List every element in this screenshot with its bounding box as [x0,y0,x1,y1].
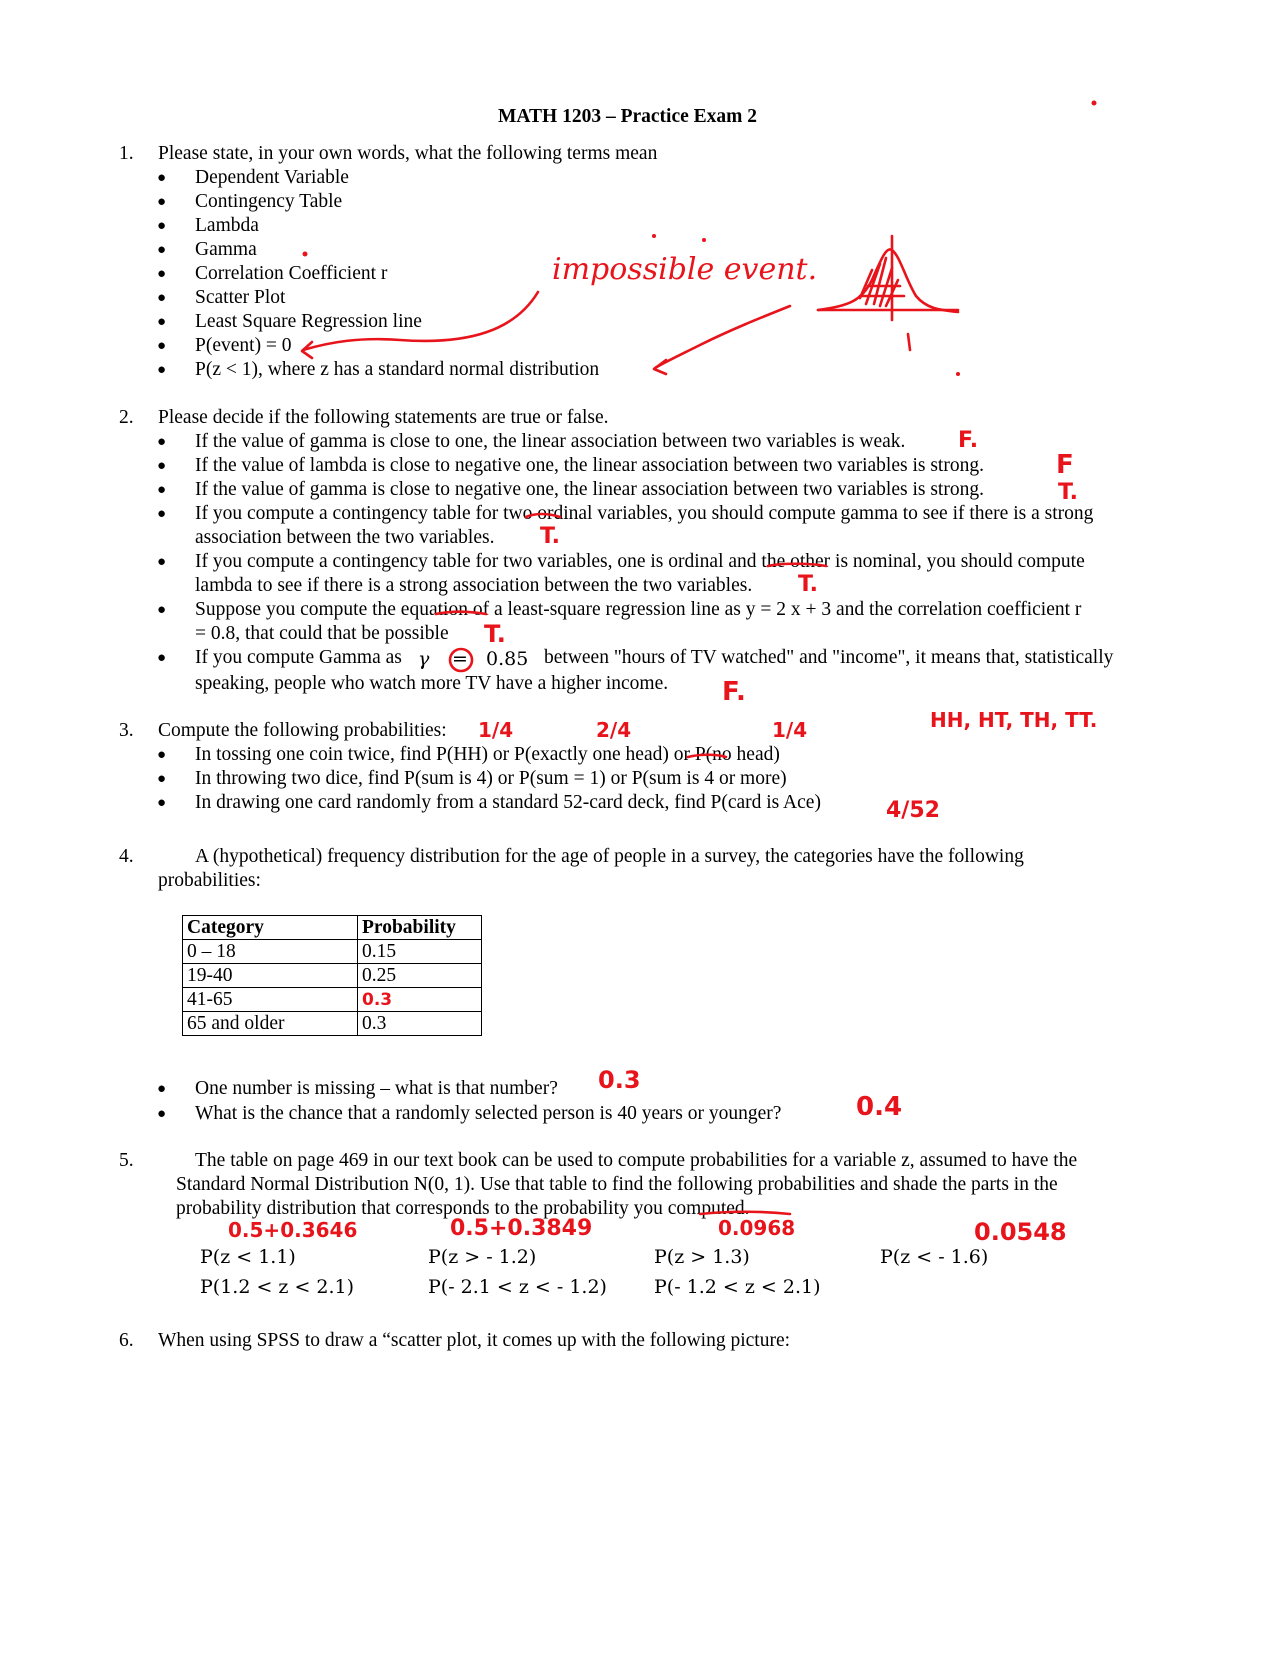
bullet-icon: ● [157,747,167,763]
probability-expression: P(z < - 1.6) [880,1246,989,1268]
axis-icon [908,334,910,350]
bullet-icon: ● [157,458,167,474]
handwritten-answer: 1/4 [478,718,514,742]
handwritten-answer: F [1056,450,1074,480]
handwritten-answer: 0.3 [598,1066,641,1094]
bullet-icon: ● [157,194,167,210]
handwritten-missing-value: 0.3 [362,989,393,1010]
handwritten-answer: 4/52 [886,798,940,823]
handwritten-answer: 2/4 [596,718,632,742]
table-cell: 0 – 18 [183,940,358,964]
handwritten-answer: 0.4 [856,1092,903,1122]
table-cell: 0.15 [358,940,482,964]
bullet-icon: ● [157,1106,167,1122]
ink-dot-icon [1092,101,1097,106]
probability-expression: P(z < 1.1) [200,1246,296,1268]
bullet-icon: ● [157,482,167,498]
underline-icon [768,564,826,566]
ink-dot-icon [956,372,960,376]
q2-item: If you compute a contingency table for two variables, one is ordinal and the other is nominal, you should compute [195,551,1085,572]
handwritten-answer: 1/4 [772,718,808,742]
q3-item: In drawing one card randomly from a standard 52-card deck, find P(card is Ace) [195,792,821,813]
handwritten-answer: 0.5+0.3849 [450,1216,593,1241]
bullet-icon: ● [157,771,167,787]
ink-dot-icon [702,238,706,242]
table-cell: 41-65 [183,988,358,1012]
shading-icon [860,258,904,306]
q3-item: In throwing two dice, find P(sum is 4) or P(sum = 1) or P(sum is 4 or more) [195,768,787,789]
q1-item: Gamma [195,239,257,260]
q6-number: 6. [119,1330,134,1351]
q2-item: If the value of lambda is close to negative one, the linear association between two variables is strong. [195,455,984,476]
q1-prompt: Please state, in your own words, what the following terms mean [158,143,658,164]
underline-icon [526,514,560,517]
bullet-icon: ● [157,290,167,306]
handwritten-answer: 0.5+0.3646 [228,1218,358,1242]
underline-icon [436,612,486,614]
bullet-icon: ● [157,795,167,811]
q1-item: Contingency Table [195,191,343,212]
table-cell: 19-40 [183,964,358,988]
bullet-icon: ● [157,650,167,666]
gamma-equals: = [452,648,468,670]
q1-item: Correlation Coefficient r [195,263,388,284]
arrow-icon [303,292,538,350]
q2-item: If you compute Gamma as [195,647,402,668]
q2-item-cont: speaking, people who watch more TV have a higher income. [195,673,669,694]
bullet-icon: ● [157,1081,167,1097]
ink-dot-icon [303,252,308,257]
q1-item: Lambda [195,215,259,236]
ink-dot-icon [652,234,656,238]
q4-item: One number is missing – what is that number? [195,1078,558,1099]
table-cell: 0.3 [358,1012,482,1036]
q1-item: P(z < 1), where z has a standard normal distribution [195,359,600,380]
q1-item: Least Square Regression line [195,311,422,332]
probability-expression: P(z > 1.3) [654,1246,750,1268]
q2-item-cont: = 0.8, that could that be possible [195,623,449,644]
bullet-icon: ● [157,242,167,258]
table-cell: 0.25 [358,964,482,988]
handwritten-answer: T. [484,620,506,648]
handwritten-answer: F. [958,428,979,453]
q1-item: Dependent Variable [195,167,349,188]
q3-item: In tossing one coin twice, find P(HH) or P(exactly one head) or P(no head) [195,744,780,765]
gamma-value: 0.85 [486,648,529,670]
q6-prompt: When using SPSS to draw a “scatter plot, it comes up with the following picture: [158,1330,791,1351]
q1-number: 1. [119,143,134,164]
q2-item: between "hours of TV watched" and "income", it means that, statistically [544,647,1114,668]
bullet-icon: ● [157,434,167,450]
handwritten-answer: HH, HT, TH, TT. [930,708,1098,732]
q5-number: 5. [119,1150,134,1171]
underline-icon [700,1212,790,1214]
q3-number: 3. [119,720,134,741]
q5-text: The table on page 469 in our text book can be used to compute probabilities for a variable z, assumed to have the [195,1150,1078,1171]
handwritten-answer: T. [798,572,819,597]
bullet-icon: ● [157,362,167,378]
q2-number: 2. [119,407,134,428]
q2-prompt: Please decide if the following statements are true or false. [158,407,609,428]
q2-item-cont: lambda to see if there is a strong association between the two variables. [195,575,753,596]
bullet-icon: ● [157,314,167,330]
gamma-symbol: γ [418,648,430,670]
bullet-icon: ● [157,602,167,618]
handwritten-answer: 0.0968 [718,1216,796,1240]
handwritten-note: impossible event. [552,252,818,287]
handwritten-answer: T. [540,524,561,549]
bullet-icon: ● [157,506,167,522]
q4-prompt-cont: probabilities: [158,870,261,891]
table-cell: 65 and older [183,1012,358,1036]
probability-expression: P(1.2 < z < 2.1) [200,1276,355,1298]
table-header: Category [183,916,358,940]
q5-text: Standard Normal Distribution N(0, 1). Use that table to find the following probabilities and shade the parts in the [176,1174,1058,1195]
q2-item: If the value of gamma is close to negative one, the linear association between two variables is strong. [195,479,984,500]
q4-item: What is the chance that a randomly selected person is 40 years or younger? [195,1103,782,1124]
q3-prompt: Compute the following probabilities: [158,720,447,741]
q2-item: If the value of gamma is close to one, the linear association between two variables is weak. [195,431,906,452]
bullet-icon: ● [157,338,167,354]
arrow-head-icon [654,360,666,374]
q1-item: P(event) = 0 [195,335,292,356]
bullet-icon: ● [157,554,167,570]
q2-item: Suppose you compute the equation of a least-square regression line as y = 2 x + 3 and the correlation coefficient r [195,599,1082,620]
handwritten-answer: T. [1058,480,1079,505]
arrow-icon [655,306,790,368]
underline-icon [688,755,726,757]
probability-expression: P(z > - 1.2) [428,1246,537,1268]
bullet-icon: ● [157,170,167,186]
bullet-icon: ● [157,218,167,234]
table-header: Probability [358,916,482,940]
handwritten-answer: F. [722,677,746,707]
bullet-icon: ● [157,266,167,282]
probability-expression: P(- 2.1 < z < - 1.2) [428,1276,607,1298]
q4-number: 4. [119,846,134,867]
circle-mark-icon [450,649,472,671]
q5-text: probability distribution that corresponds to the probability you computed. [176,1198,750,1219]
handwritten-answer: 0.0548 [974,1218,1067,1246]
probability-expression: P(- 1.2 < z < 2.1) [654,1276,821,1298]
q2-item-cont: association between the two variables. [195,527,495,548]
q2-item: If you compute a contingency table for two ordinal variables, you should compute gamma to see if there is a strong [195,503,1094,524]
q1-item: Scatter Plot [195,287,286,308]
page-title: MATH 1203 – Practice Exam 2 [498,106,758,127]
q4-prompt: A (hypothetical) frequency distribution for the age of people in a survey, the categories have the following [195,846,1024,867]
